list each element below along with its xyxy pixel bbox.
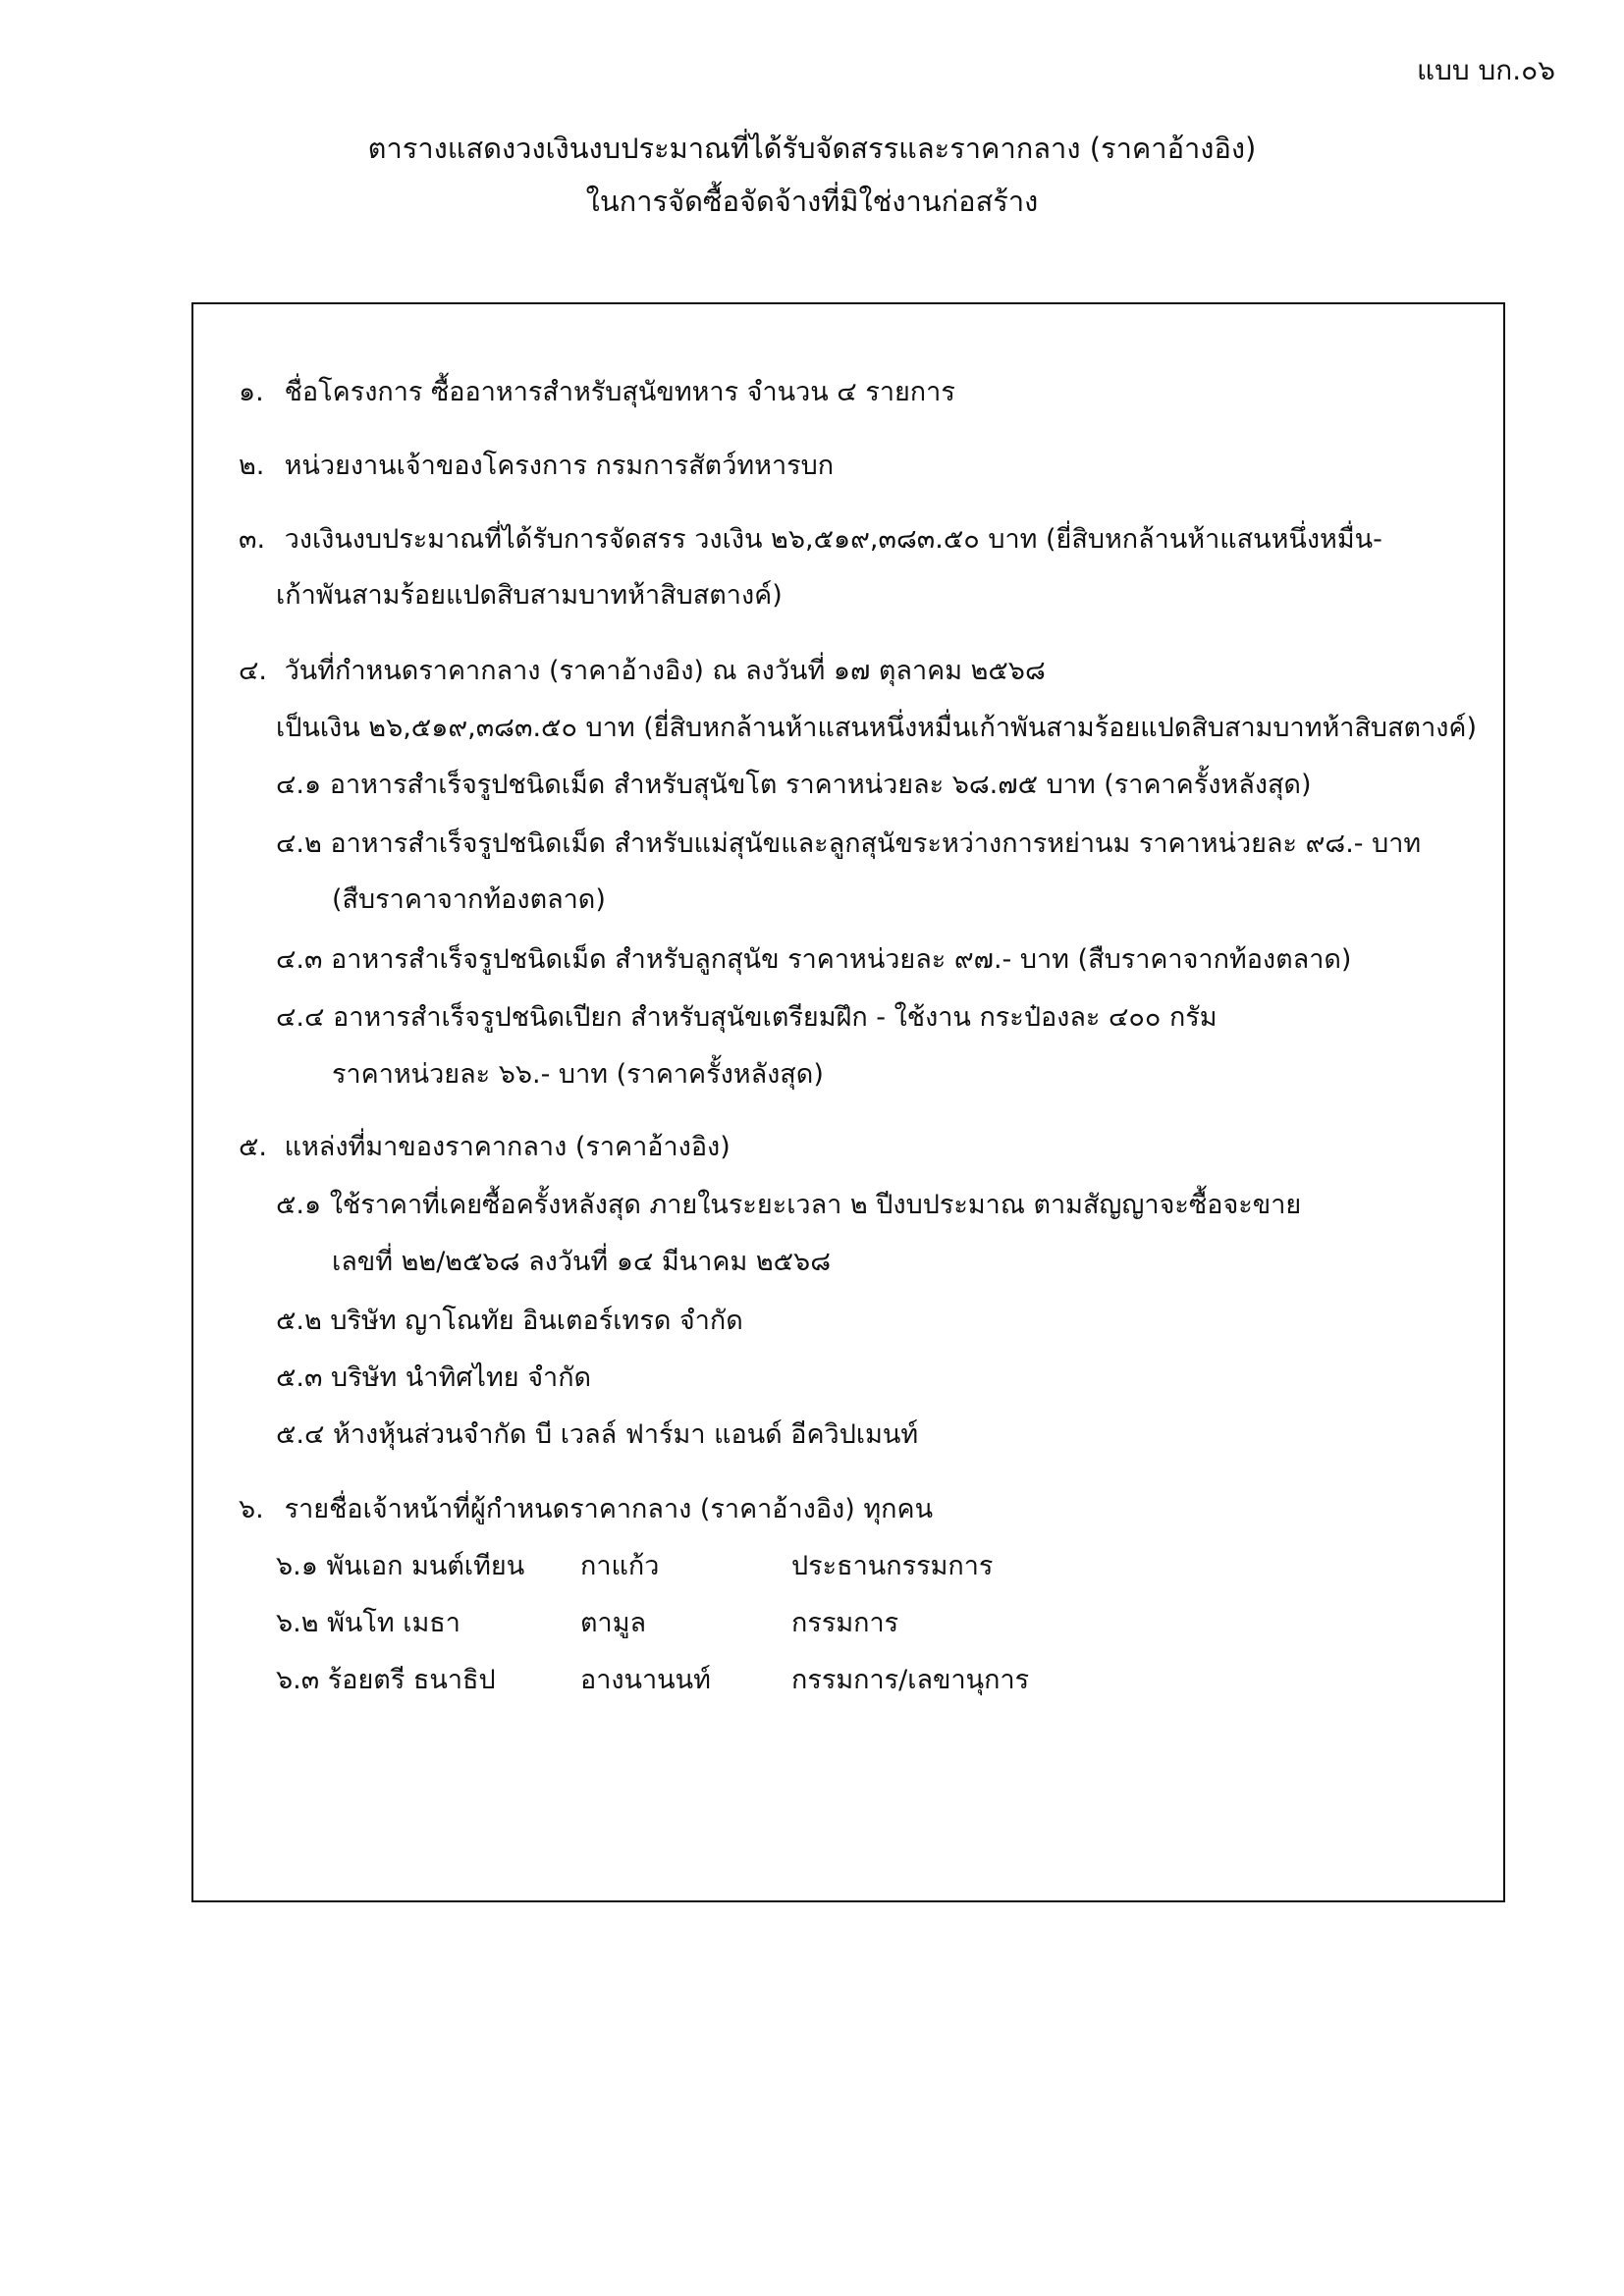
budget-amount-words: เก้าพันสามร้อยแปดสิบสามบาทห้าสิบสตางค์) (276, 580, 783, 611)
document-title-line-2: ในการจัดซื้อจัดจ้างที่มิใช่งานก่อสร้าง (585, 185, 1039, 218)
budget-amount: วงเงินงบประมาณที่ได้รับการจัดสรร วงเงิน ๒๖,๕๑๙,๓๘๓.๕๐ บาท (ยี่สิบหกล้านห้าแสนหนึ่งหมื่น- (284, 524, 1382, 555)
member-role: กรรมการ (791, 1608, 899, 1638)
item-number: ๖. (239, 1494, 264, 1524)
member-surname: กาแก้ว (580, 1551, 660, 1581)
item-4 (239, 655, 1046, 688)
item-number: ๕. (239, 1132, 268, 1162)
document-title-line-1: ตารางแสดงวงเงินงบประมาณที่ได้รับจัดสรรและราคากลาง (ราคาอ้างอิง) (367, 132, 1257, 165)
member-role: กรรมการ/เลขานุการ (791, 1665, 1030, 1695)
committee-heading: รายชื่อเจ้าหน้าที่ผู้กำหนดราคากลาง (ราคาอ้างอิง) ทุกคน (284, 1494, 934, 1524)
reference-price-total: เป็นเงิน ๒๖,๕๑๙,๓๘๓.๕๐ บาท (ยี่สิบหกล้านห้าแสนหนึ่งหมื่นเก้าพันสามร้อยแปดสิบสามบาทห้าสิบสตางค์) (276, 713, 1478, 743)
subitem-4-3: ๔.๓ อาหารสำเร็จรูปชนิดเม็ด สำหรับลูกสุนัข ราคาหน่วยละ ๙๗.- บาท (สืบราคาจากท้องตลาด) (276, 944, 1352, 975)
item-6 (239, 1493, 933, 1526)
subitem-4-2: ๔.๒ อาหารสำเร็จรูปชนิดเม็ด สำหรับแม่สุนัขและลูกสุนัขระหว่างการหย่านม ราคาหน่วยละ ๙๘.- บาท (276, 828, 1422, 859)
item-number: ๑. (239, 377, 264, 407)
committee-member (276, 1664, 1258, 1697)
member-surname: ตามูล (580, 1608, 647, 1638)
subitem-4-1: ๔.๑ อาหารสำเร็จรูปชนิดเม็ด สำหรับสุนัขโต ราคาหน่วยละ ๖๘.๗๕ บาท (ราคาครั้งหลังสุด) (276, 770, 1312, 800)
price-source-heading: แหล่งที่มาของราคากลาง (ราคาอ้างอิง) (284, 1132, 731, 1162)
item-number: ๔. (239, 656, 268, 686)
form-code: แบบ บก.๐๖ (1417, 54, 1555, 86)
subitem-5-4: ๕.๔ ห้างหุ้นส่วนจำกัด บี เวลล์ ฟาร์มา แอนด์ อีควิปเมนท์ (276, 1419, 919, 1450)
item-1 (239, 376, 955, 409)
member-name: ๖.๒ พันโท เมธา (276, 1608, 460, 1638)
subitem-4-4: ๔.๔ อาหารสำเร็จรูปชนิดเปียก สำหรับสุนัขเตรียมฝึก - ใช้งาน กระป๋องละ ๔๐๐ กรัม (276, 1002, 1218, 1033)
committee-member (276, 1607, 1258, 1640)
member-name: ๖.๓ ร้อยตรี ธนาธิป (276, 1665, 496, 1695)
item-5 (239, 1131, 731, 1164)
subitem-4-2-source: (สืบราคาจากท้องตลาด) (332, 884, 606, 915)
item-number: ๓. (239, 524, 266, 555)
subitem-5-1: ๕.๑ ใช้ราคาที่เคยซื้อครั้งหลังสุด ภายในระยะเวลา ๒ ปีงบประมาณ ตามสัญญาจะซื้อจะขาย (276, 1190, 1302, 1220)
member-surname: อางนานนท์ (580, 1665, 711, 1695)
committee-member (276, 1550, 1258, 1583)
member-name: ๖.๑ พันเอก มนต์เทียน (276, 1551, 525, 1581)
subitem-4-4-price: ราคาหน่วยละ ๖๖.- บาท (ราคาครั้งหลังสุด) (332, 1059, 824, 1090)
project-owner: หน่วยงานเจ้าของโครงการ กรมการสัตว์ทหารบก (284, 451, 835, 481)
project-name: ชื่อโครงการ ซื้ออาหารสำหรับสุนัขทหาร จำนวน ๔ รายการ (284, 377, 955, 407)
subitem-5-3: ๕.๓ บริษัท นำทิศไทย จำกัด (276, 1362, 592, 1393)
member-role: ประธานกรรมการ (791, 1551, 994, 1581)
subitem-5-2: ๕.๒ บริษัท ญาโณทัย อินเตอร์เทรด จำกัด (276, 1306, 743, 1336)
item-number: ๒. (239, 451, 265, 481)
subitem-5-1-contract: เลขที่ ๒๒/๒๕๖๘ ลงวันที่ ๑๔ มีนาคม ๒๕๖๘ (332, 1247, 832, 1277)
item-2 (239, 450, 834, 483)
item-3 (239, 523, 1382, 557)
reference-price-date: วันที่กำหนดราคากลาง (ราคาอ้างอิง) ณ ลงวันที่ ๑๗ ตุลาคม ๒๕๖๘ (284, 656, 1046, 686)
